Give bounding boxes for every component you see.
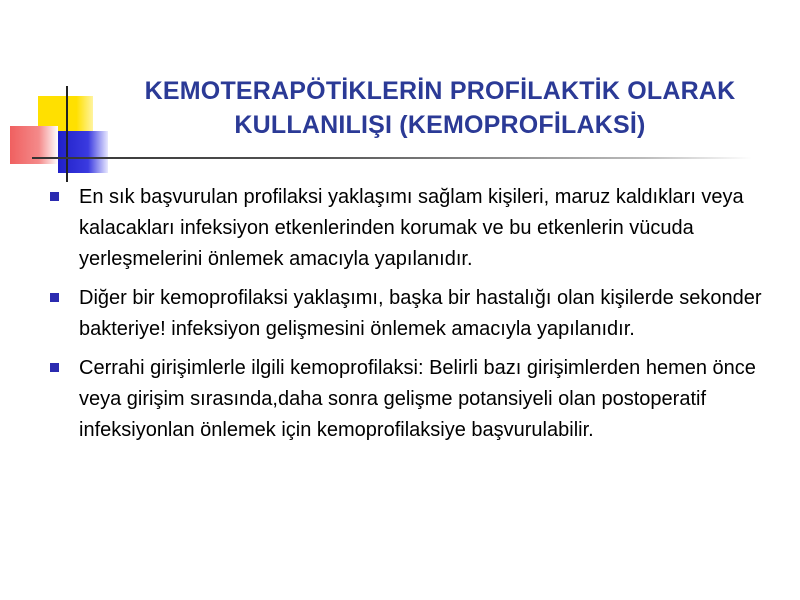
bullet-item: [46, 353, 776, 446]
bullet-item: [46, 182, 776, 275]
vertical-rule-decoration: [66, 86, 68, 182]
bullet-list: [46, 182, 776, 454]
slide-title-line-1: KEMOTERAPÖTİKLERİN PROFİLAKTİK OLARAK: [144, 77, 736, 105]
bullet-square-icon: [50, 192, 59, 201]
bullet-text: En sık başvurulan profilaksi yaklaşımı sağlam kişileri, maruz kaldıkları veya kalacakları infeksiyon etkenlerinden korumak ve bu etkenlerin vücuda yerleşmelerini önlemek amacıyla yapılanıdır.: [79, 186, 744, 270]
bullet-item: [46, 283, 776, 345]
horizontal-rule-decoration: [32, 157, 752, 159]
slide-title-line-2: KULLANILIŞI (KEMOPROFİLAKSİ): [234, 111, 646, 139]
bullet-square-icon: [50, 293, 59, 302]
bullet-square-icon: [50, 363, 59, 372]
bullet-text: Diğer bir kemoprofilaksi yaklaşımı, başka bir hastalığı olan kişilerde sekonder bakteriye! infeksiyon gelişmesini önlemek amacıyla yapılanıdır.: [79, 287, 762, 340]
slide-title: [120, 74, 760, 142]
bullet-text: Cerrahi girişimlerle ilgili kemoprofilaksi: Belirli bazı girişimlerden hemen önce veya girişim sırasında,daha sonra gelişme potansiyeli olan postoperatif infeksiyonlan önlemek için kemoprofilaksiye başvurulabilir.: [79, 357, 756, 441]
